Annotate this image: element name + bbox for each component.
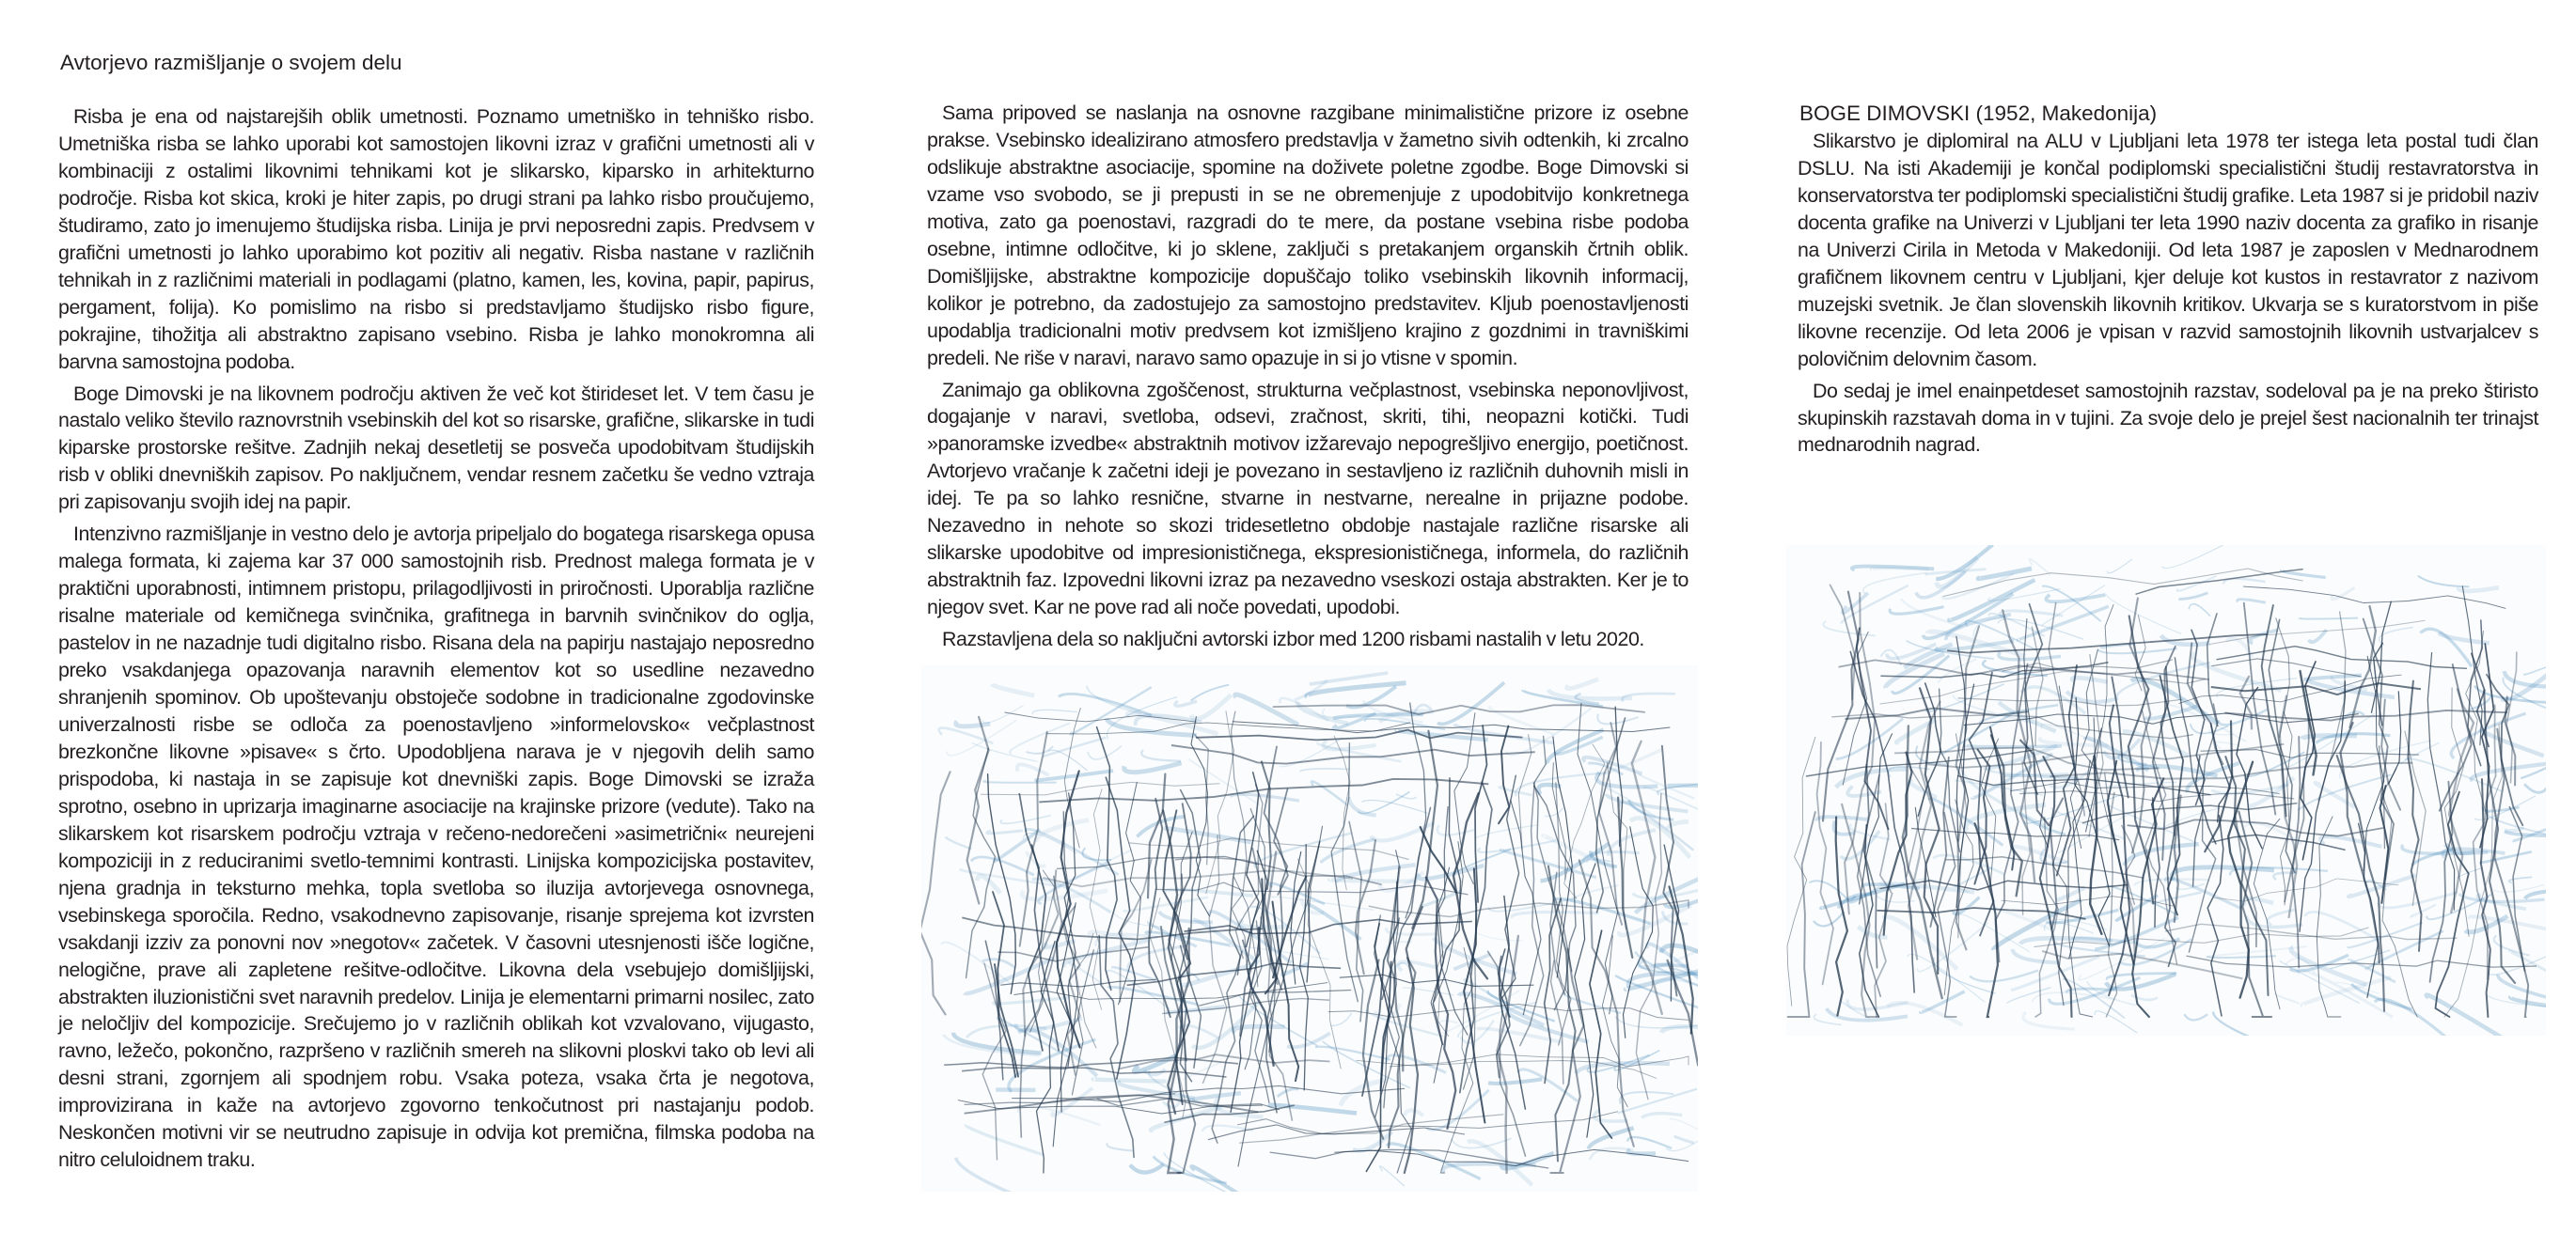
haze-stroke bbox=[1017, 764, 1049, 774]
haze-stroke bbox=[2023, 1012, 2074, 1029]
haze-stroke bbox=[1315, 1047, 1390, 1060]
haze-stroke bbox=[2421, 629, 2473, 666]
haze-stroke bbox=[1130, 1164, 1164, 1173]
haze-stroke bbox=[1018, 1106, 1101, 1125]
ink-line bbox=[2444, 688, 2469, 937]
haze-stroke bbox=[2418, 576, 2470, 587]
ink-line bbox=[2449, 689, 2474, 913]
haze-stroke bbox=[1333, 714, 1423, 719]
artwork-drawing-2 bbox=[1786, 545, 2546, 1036]
essay-paragraph-4: Sama pripoved se naslanja na osnovne razgibane minimalistične prizore iz osebne prakse. Vsebinsko idealizirano atmosfero predstavlja v žametno sivih odtenkih, ki zrcalno odslikuje abstraktne asociacije, spomine na doživete poletne zgodbe. Boge Dimovski si vzame vso svobodo, se ji prepusti in se ne obremenjuje z upodobitvijo konkretnega motiva, zato ga poenostavi, razgradi do te mere, da postane vsebina risbe podoba osebne, intimne odločitve, ki jo sklene, zaključi s pretakanjem organskih črtnih oblik. Domišljijske, abstraktne kompozicije dopuščajo toliko vsebinskih likovnih informacij, kolikor je potrebno, da zadostujejo za samostojno predstavitev. Kljub poenostavljenosti upodablja tradicionalni motiv predvsem kot izmišljeno krajino z gozdnimi in travniškimi predeli. Ne riše v naravi, naravo samo opazuje in si jo vtisne v spomin. bbox=[927, 101, 1689, 369]
essay-paragraph-2: Boge Dimovski je na likovnem področju aktiven že več kot štirideset let. V tem času je nastalo veliko število raznovrstnih vsebinskih del kot so risarske, grafične, slikarske in tudi kiparske prostorske rešitve. Zadnjih nekaj desetletij se posveča upodobitvam študijskih risb v obliki dnevniških zapisov. Po naključnem, vendar resnem začetku še vedno vztraja pri zapisovanju svojih idej na papir. bbox=[58, 382, 814, 514]
haze-stroke bbox=[2411, 905, 2436, 917]
ink-line bbox=[1823, 592, 1859, 821]
haze-stroke bbox=[2525, 890, 2546, 898]
haze-stroke bbox=[2216, 741, 2240, 748]
haze-stroke bbox=[1437, 682, 1504, 724]
haze-stroke bbox=[1278, 1089, 1299, 1097]
haze-stroke bbox=[1863, 573, 1927, 594]
haze-stroke bbox=[1477, 933, 1523, 941]
haze-stroke bbox=[1934, 958, 1996, 993]
haze-stroke bbox=[2458, 587, 2499, 591]
ink-line bbox=[2389, 692, 2401, 784]
ink-line bbox=[2082, 804, 2298, 823]
ink-line bbox=[1787, 737, 1815, 1006]
haze-stroke bbox=[1330, 1013, 1351, 1025]
haze-stroke bbox=[1191, 695, 1231, 719]
haze-stroke bbox=[2029, 559, 2050, 575]
haze-stroke bbox=[1151, 1107, 1222, 1131]
ink-line bbox=[1334, 736, 1350, 890]
haze-stroke bbox=[2172, 867, 2274, 880]
haze-stroke bbox=[1488, 1079, 1542, 1084]
haze-stroke bbox=[2524, 664, 2546, 675]
haze-stroke bbox=[1124, 763, 1182, 773]
haze-stroke bbox=[1141, 750, 1181, 761]
haze-stroke bbox=[1858, 927, 1887, 937]
essay-heading: Avtorjevo razmišljanje o svojem delu bbox=[60, 51, 402, 74]
haze-stroke bbox=[956, 722, 990, 726]
ink-line bbox=[2207, 816, 2223, 1016]
ink-line bbox=[2052, 813, 2092, 1017]
ink-line bbox=[1185, 919, 1472, 933]
haze-stroke bbox=[1299, 769, 1350, 772]
ink-line bbox=[1499, 726, 1509, 824]
bio-paragraph-2: Do sedaj je imel enainpetdeset samostojnih razstav, sodeloval pa je na preko štiristo skupinskih razstavah doma in v tujini. Za svoje delo je prejel šest nacionalnih ter trinajst mednarodnih nagrad. bbox=[1798, 379, 2538, 457]
haze-stroke bbox=[2299, 618, 2358, 619]
haze-stroke bbox=[1847, 999, 1908, 1009]
haze-stroke bbox=[1475, 825, 1537, 838]
ink-line bbox=[1264, 747, 1288, 895]
haze-stroke bbox=[2493, 885, 2544, 893]
ink-line bbox=[2217, 647, 2468, 669]
haze-stroke bbox=[1437, 825, 1474, 835]
haze-stroke bbox=[1036, 820, 1089, 842]
ink-line bbox=[1788, 812, 1815, 1017]
haze-stroke bbox=[1538, 785, 1561, 794]
haze-stroke bbox=[2380, 628, 2413, 646]
haze-stroke bbox=[987, 831, 1023, 834]
haze-stroke bbox=[1191, 685, 1230, 701]
essay-paragraph-5: Zanimajo ga oblikovna zgoščenost, strukturna večplastnost, vsebinska neponovljivost, dogajanje v naravi, svetloba, odsevi, zračnost, skriti, tihi, neopazni kotički. Tudi »panoramske izvedbe« abstraktnih motivov izžarevajo nepogrešljivo energijo, poetičnost. Avtorjevo vračanje k začetni ideji je povezano in sestavljeno iz različnih duhovnih misli in idej. Te pa so lahko resnične, stvarne in nestvarne, nerealne in prijazne podobe. Nezavedno in nehote so skozi tridesetletno obdobje nastajale različne risarske ali slikarske upodobitve od impresionističnega, ekspresionističnega, informela, do različnih abstraktnih faz. Izpovedni likovni izraz pa nezavedno vseskozi ostaja abstrakten. Ker je to njegov svet. Kar ne pove rad ali noče povedati, upodobi. bbox=[927, 378, 1689, 619]
abstract-line-drawing bbox=[921, 665, 1698, 1192]
haze-stroke bbox=[2124, 844, 2198, 866]
haze-stroke bbox=[2192, 653, 2281, 691]
haze-stroke bbox=[1353, 1132, 1392, 1150]
ink-line bbox=[1247, 773, 1260, 947]
haze-stroke bbox=[1026, 746, 1053, 754]
haze-stroke bbox=[946, 836, 971, 849]
ink-line bbox=[1943, 569, 2303, 597]
haze-stroke bbox=[966, 1125, 1044, 1156]
haze-stroke bbox=[1380, 1166, 1405, 1186]
haze-stroke bbox=[1128, 946, 1186, 973]
ink-line bbox=[981, 782, 1219, 795]
haze-stroke bbox=[1032, 710, 1077, 714]
essay-text bbox=[58, 103, 814, 1174]
haze-stroke bbox=[2066, 692, 2115, 702]
haze-stroke bbox=[2097, 648, 2176, 653]
ink-line bbox=[1556, 783, 1571, 1045]
haze-stroke bbox=[2106, 594, 2181, 634]
ink-line bbox=[1106, 777, 1135, 1079]
haze-stroke bbox=[1567, 679, 1598, 689]
haze-stroke bbox=[1478, 840, 1556, 851]
essay-paragraph-1: Risba je ena od najstarejših oblik umetnosti. Poznamo umetniško in tehniško risbo. Umetniška risba se lahko uporabi kot samostojen likovni izraz v grafični umetnosti ali v kombinaciji z ostalimi likovnimi tehnikami kot je slikarsko, kiparsko in arhitekturno področje. Risba kot skica, kroki je hiter zapis, po drugi strani pa lahko risbo proučujemo, študiramo, zato jo imenujemo študijska risba. Linija je prvi neposredni zapis. Predvsem v grafični umetnosti jo lahko uporabimo kot pozitiv ali negativ. Risba nastane v različnih tehnikah in z različnimi materiali in podlagami (platno, kamen, les, kovina, papir, papirus, pergament, folija). Ko pomislimo na risbo si predstavljamo študijsko risbo figure, pokrajine, tihožitja ali abstraktno zapisano vsebino. Risba je lahko monokromna ali barvna samostojna podoba. bbox=[58, 105, 814, 373]
haze-stroke bbox=[1674, 1136, 1694, 1143]
haze-stroke bbox=[1816, 817, 1867, 820]
haze-stroke bbox=[2131, 995, 2158, 1000]
ink-line bbox=[1206, 711, 1234, 894]
essay-paragraph-6: Razstavljena dela so naključni avtorski izbor med 1200 risbami nastalih v letu 2020. bbox=[942, 628, 1644, 651]
haze-stroke bbox=[1548, 690, 1632, 698]
ink-line bbox=[1857, 628, 1889, 829]
haze-stroke bbox=[1107, 1143, 1132, 1150]
haze-stroke bbox=[1641, 1114, 1682, 1118]
haze-stroke bbox=[1809, 881, 1848, 900]
haze-stroke bbox=[1843, 593, 1868, 613]
haze-stroke bbox=[1359, 792, 1410, 814]
ink-line bbox=[2090, 757, 2101, 934]
essay-paragraph-3: Intenzivno razmišljanje in vestno delo je avtorja pripeljalo do bogatega risarskega opusa malega formata, ki zajema kar 37 000 samostojnih risb. Prednost malega formata je v praktični uporabnosti, intimnem pristopu, prilagodljivosti in priročnosti. Uporablja različne risalne materiale od kemičnega svinčnika, grafitnega in barvnih svinčnikov do oglja, pastelov in ne nazadnje tudi digitalno risbo. Risana dela na papirju nastajajo neposredno preko vsakdanjega opazovanja naravnih elementov kot so usedline nezavedno shranjenih spominov. Ob upoštevanju obstoječe sodobne in tradicionalne zgodovinske univerzalnosti risbe se odloča za poenostavljeno »informelovsko« večplastnost brezkončne likovne »pisave« s črto. Upodobljena narava je v njegovih delih samo prispodoba, ki nastaja in se zapisuje kot dnevniški zapis. Boge Dimovski se izraža sprotno, osebno in uprizarja imaginarne asociacije na krajinske prizore (vedute). Tako na slikarskem kot risarskem področju vztraja v rečeno-nedorečeni »asimetrični« neurejeni kompoziciji in z reduciranimi svetlo-temnimi kontrasti. Linijska kompozicijska postavitev, njena gradnja in teksturno mehka, topla svetloba so iluzija avtorjevega osnovnega, vsebinskega sporočila. Redno, vsakodnevno zapisovanje, risanje sprejema kot izvrsten vsakdanji izziv za ponovni nov »negotov« začetek. V časovni utesnjenosti išče logične, nelogične, prave ali zapletene rešitve-odločitve. Likovna dela vsebujejo domišljijski, abstrakten iluzionistični svet naravnih predelov. Linija je elementarni primarni nosilec, zato je neločljiv del kompozicije. Srečujemo jo v različnih oblikah kot vzvalovano, vijugasto, ravno, ležečo, pokončno, razpršeno v različnih smereh na slikovni ploskvi tako ob levi ali desni strani, zgornjem ali spodnjem robu. Vsaka poteza, vsaka črta je negotova, improvizirana in kaže na avtorjevo zgovorno tenkočutnost pri nastajanju podob. Neskončen motivni vir se neutrudno zapisuje in odvija kot premična, filmska podoba na nitro celuloidnem traku. bbox=[58, 523, 814, 1172]
haze-stroke bbox=[2189, 604, 2210, 616]
ink-line bbox=[1239, 1115, 1503, 1143]
haze-stroke bbox=[2095, 1011, 2137, 1033]
haze-stroke bbox=[2273, 873, 2297, 880]
haze-stroke bbox=[1230, 794, 1299, 801]
ink-line bbox=[1405, 907, 1422, 1173]
haze-stroke bbox=[1312, 781, 1348, 804]
ink-line bbox=[921, 772, 950, 1014]
haze-stroke bbox=[1597, 714, 1638, 725]
haze-stroke bbox=[941, 943, 1012, 985]
haze-stroke bbox=[2320, 836, 2381, 847]
haze-stroke bbox=[2057, 887, 2084, 900]
ink-line bbox=[1817, 742, 1833, 985]
ink-line bbox=[1127, 963, 1341, 985]
haze-stroke bbox=[956, 1158, 1039, 1192]
ink-line bbox=[1836, 818, 1847, 1016]
haze-stroke bbox=[1175, 701, 1197, 706]
haze-stroke bbox=[1270, 1105, 1357, 1114]
ink-line bbox=[2196, 757, 2216, 844]
ink-line bbox=[1208, 1125, 1465, 1140]
haze-stroke bbox=[1166, 1007, 1225, 1012]
haze-stroke bbox=[1159, 912, 1213, 923]
ink-line bbox=[1940, 689, 1960, 851]
ink-line bbox=[1039, 779, 1488, 803]
ink-line bbox=[2427, 653, 2454, 911]
artist-bio-text bbox=[1798, 128, 2538, 459]
haze-stroke bbox=[2179, 593, 2208, 600]
haze-stroke bbox=[2238, 600, 2266, 603]
haze-stroke bbox=[2184, 1014, 2207, 1020]
haze-stroke bbox=[1310, 673, 1388, 684]
haze-stroke bbox=[2162, 545, 2251, 568]
haze-stroke bbox=[2013, 949, 2058, 962]
haze-stroke bbox=[992, 684, 1034, 695]
artist-bio-heading: BOGE DIMOVSKI (1952, Makedonija) bbox=[1799, 101, 2158, 125]
ink-line bbox=[2059, 760, 2091, 1005]
abstract-line-drawing bbox=[1786, 545, 2546, 1036]
haze-stroke bbox=[1280, 738, 1343, 767]
haze-stroke bbox=[2509, 877, 2533, 882]
artwork-drawing-1 bbox=[921, 665, 1698, 1192]
ink-line bbox=[985, 941, 1003, 1079]
ink-line bbox=[1453, 793, 1487, 978]
ink-line bbox=[2276, 618, 2290, 738]
haze-stroke bbox=[2480, 851, 2532, 863]
haze-stroke bbox=[1938, 659, 1976, 682]
bio-paragraph-1: Slikarstvo je diplomiral na ALU v Ljubljani leta 1978 ter istega leta postal tudi član DSLU. Na isti Akademiji je končal podiplomski specialistični študij restavratorstva in konservatorstva ter podiplomski specialistični študij grafike. Leta 1987 si je pridobil naziv docenta grafike na Univerzi v Ljubljani ter leta 1990 naziv docenta za grafiko in risanje na Univerzi Cirila in Metoda v Makedoniji. Od leta 1987 je zaposlen v Mednarodnem grafičnem likovnem centru v Ljubljani, kjer deluje kot kustos in restavrator z nazivom muzejski svetnik. Je član slovenskih likovnih kritikov. Ukvarja se s kuratorstvom in piše likovne recenzije. Od leta 2006 je vpisan v razvid samostojnih likovnih ustvarjalcev s polovičnim delovnim časom. bbox=[1798, 130, 2538, 370]
ink-line bbox=[2112, 677, 2128, 797]
haze-stroke bbox=[1871, 568, 1928, 570]
haze-stroke bbox=[2108, 559, 2132, 573]
haze-stroke bbox=[2524, 784, 2546, 792]
haze-stroke bbox=[1836, 769, 1907, 787]
haze-stroke bbox=[1644, 788, 1698, 817]
haze-stroke bbox=[1956, 867, 1992, 886]
haze-stroke bbox=[1970, 971, 2038, 982]
haze-stroke bbox=[1010, 724, 1070, 754]
haze-stroke bbox=[1615, 1017, 1698, 1028]
ink-line bbox=[1501, 775, 1518, 998]
essay-continued-text bbox=[927, 100, 1689, 653]
ink-line bbox=[1551, 960, 1563, 1084]
haze-stroke bbox=[1000, 816, 1050, 824]
haze-stroke bbox=[1882, 917, 1957, 970]
haze-stroke bbox=[1321, 839, 1375, 863]
ink-line bbox=[2409, 681, 2422, 951]
